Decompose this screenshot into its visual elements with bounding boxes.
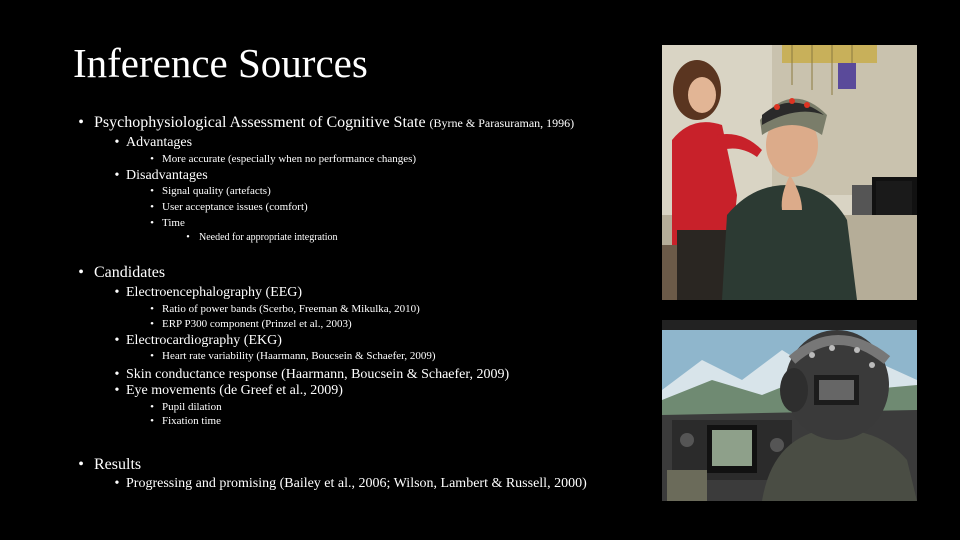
- section-heading-text: Psychophysiological Assessment of Cognitive State: [94, 114, 426, 131]
- list-item-text: Advantages: [126, 135, 193, 150]
- list-item-text: Skin conductance response (Haarmann, Boucsein & Schaefer, 2009): [126, 367, 510, 382]
- bullet: •: [150, 217, 154, 229]
- list-item: [108, 383, 343, 399]
- list-item-text: Signal quality (artefacts): [162, 185, 271, 197]
- bullet: •: [114, 383, 120, 398]
- list-item-text: Progressing and promising (Bailey et al., 2006; Wilson, Lambert & Russell, 2000): [126, 476, 587, 491]
- list-item-text: Eye movements (de Greef et al., 2009): [126, 383, 343, 398]
- list-item-text: Pupil dilation: [162, 401, 222, 413]
- bullet: •: [114, 168, 120, 183]
- bullet: •: [150, 350, 154, 362]
- list-item: [108, 333, 282, 349]
- bullet: •: [78, 114, 84, 131]
- bullet: •: [114, 135, 120, 150]
- list-item: [142, 401, 222, 413]
- citation: (Byrne & Parasuraman, 1996): [429, 116, 575, 130]
- list-item: [108, 476, 587, 492]
- bullet: •: [150, 153, 154, 165]
- list-item: [108, 135, 192, 151]
- bullet: •: [114, 333, 120, 348]
- list-item-text: Fixation time: [162, 415, 221, 427]
- bullet: •: [186, 232, 190, 243]
- section-heading-text: Results: [94, 456, 142, 473]
- list-item-text: Needed for appropriate integration: [199, 232, 338, 243]
- list-item: [142, 350, 436, 362]
- list-item: [142, 185, 271, 197]
- list-item: [142, 217, 185, 229]
- list-item-text: Electroencephalography (EEG): [126, 285, 303, 300]
- pilot-cockpit-photo: [662, 320, 917, 501]
- bullet: •: [78, 456, 84, 473]
- list-item-text: Electrocardiography (EKG): [126, 333, 282, 348]
- bullet: •: [150, 303, 154, 315]
- list-item: [142, 153, 416, 165]
- list-item: [108, 367, 509, 383]
- section-heading: [72, 114, 574, 132]
- list-item-text: Time: [162, 217, 185, 229]
- list-item-text: Heart rate variability (Haarmann, Boucsein & Schaefer, 2009): [162, 350, 436, 362]
- bullet: •: [150, 401, 154, 413]
- list-item: [142, 318, 352, 330]
- list-item: [142, 303, 420, 315]
- bullet: •: [78, 264, 84, 281]
- list-item-text: More accurate (especially when no performance changes): [162, 153, 417, 165]
- list-item: [142, 201, 308, 213]
- list-item: [108, 285, 302, 301]
- list-item-text: Disadvantages: [126, 168, 208, 183]
- list-item-text: User acceptance issues (comfort): [162, 201, 308, 213]
- list-item: [177, 232, 338, 243]
- list-item: [142, 415, 221, 427]
- bullet: •: [150, 318, 154, 330]
- section-heading-text: Candidates: [94, 264, 166, 281]
- list-item-text: ERP P300 component (Prinzel et al., 2003): [162, 318, 352, 330]
- bullet: •: [150, 415, 154, 427]
- bullet: •: [114, 367, 120, 382]
- eeg-headset-photo: [662, 45, 917, 300]
- section-heading: [72, 264, 165, 282]
- section-heading: [72, 456, 141, 474]
- bullet: •: [114, 476, 120, 491]
- bullet: •: [150, 185, 154, 197]
- slide-title: Inference Sources: [73, 40, 368, 86]
- list-item-text: Ratio of power bands (Scerbo, Freeman & Mikulka, 2010): [162, 303, 420, 315]
- bullet: •: [150, 201, 154, 213]
- list-item: [108, 168, 208, 184]
- bullet: •: [114, 285, 120, 300]
